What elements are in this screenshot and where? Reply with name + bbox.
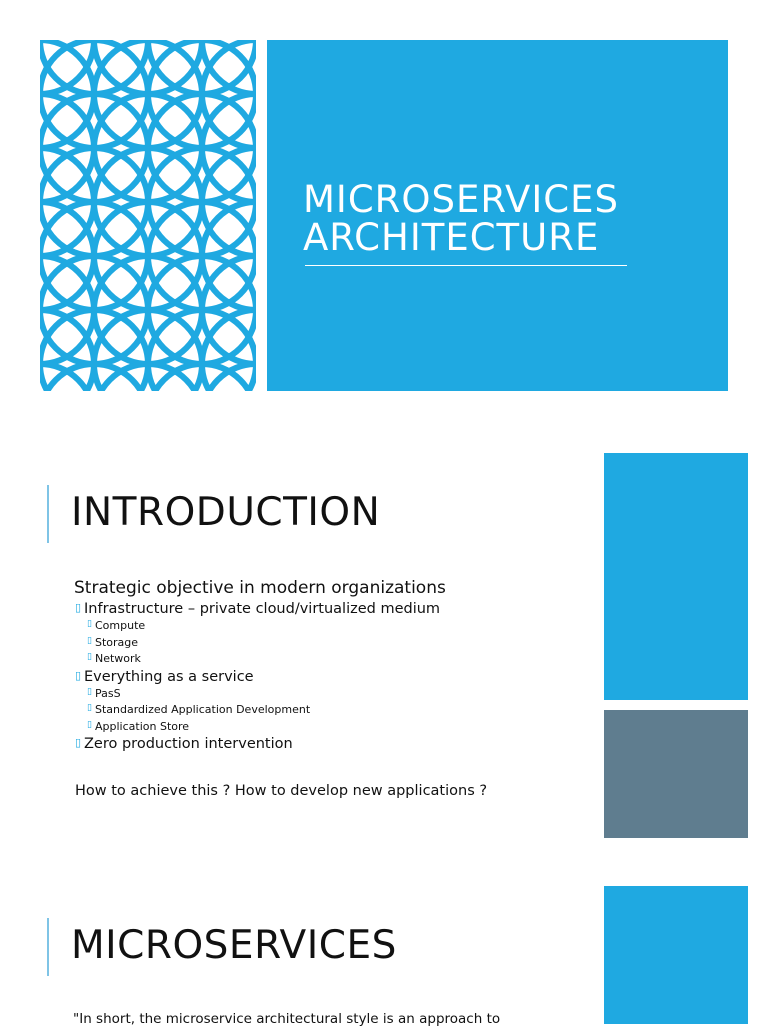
bullet-icon: ▯: [75, 668, 82, 682]
sub-bullet-item: [75, 702, 575, 719]
microservices-quote: "In short, the microservice architectural style is an approach to: [73, 1011, 501, 1027]
intro-bullet-list: [75, 600, 575, 753]
bullet-text: Standardized Application Development: [95, 703, 311, 716]
bullet-item: [75, 601, 575, 618]
bullet-item: [75, 669, 575, 686]
bullet-text: Storage: [95, 635, 139, 649]
bullet-icon: ▯: [87, 686, 92, 697]
decorative-block-blue: [604, 886, 748, 1024]
sub-bullet-item: [75, 618, 575, 635]
heading-accent-bar: [47, 485, 49, 543]
sub-bullet-item: [75, 635, 575, 652]
intro-lead-text: Strategic objective in modern organizations: [74, 578, 446, 598]
bullet-icon: ▯: [87, 652, 92, 662]
sub-bullet-item: [75, 651, 575, 668]
bullet-icon: ▯: [87, 635, 92, 646]
heading-accent-bar: [47, 918, 49, 976]
title-line-2: ARCHITECTURE: [303, 216, 600, 259]
bullet-text: Application Store: [95, 719, 190, 733]
intro-question: How to achieve this ? How to develop new applications ?: [75, 783, 488, 799]
bullet-icon: ▯: [75, 601, 82, 614]
bullet-text: Zero production intervention: [84, 736, 293, 752]
bullet-text: Network: [95, 652, 141, 665]
sub-bullet-item: [75, 719, 575, 736]
bullet-icon: ▯: [75, 736, 82, 749]
intro-heading: INTRODUCTION: [71, 490, 381, 535]
bullet-text: PasS: [95, 686, 121, 700]
sub-bullet-item: [75, 686, 575, 703]
decorative-rings-pattern: [40, 40, 256, 391]
bullet-text: Compute: [95, 619, 146, 632]
bullet-icon: ▯: [87, 619, 92, 629]
ring-shape: [202, 310, 256, 391]
decorative-block-slate: [604, 710, 748, 838]
microservices-heading: MICROSERVICES: [71, 923, 397, 968]
decorative-block-blue: [604, 453, 748, 700]
title-line-1: MICROSERVICES: [303, 178, 619, 221]
bullet-text: Everything as a service: [84, 668, 254, 685]
title-underline: [305, 265, 627, 266]
bullet-icon: ▯: [87, 703, 92, 713]
ring-shape: [40, 310, 94, 391]
bullet-text: Infrastructure – private cloud/virtualized medium: [84, 601, 441, 617]
bullet-item: [75, 736, 575, 753]
bullet-icon: ▯: [87, 719, 92, 730]
